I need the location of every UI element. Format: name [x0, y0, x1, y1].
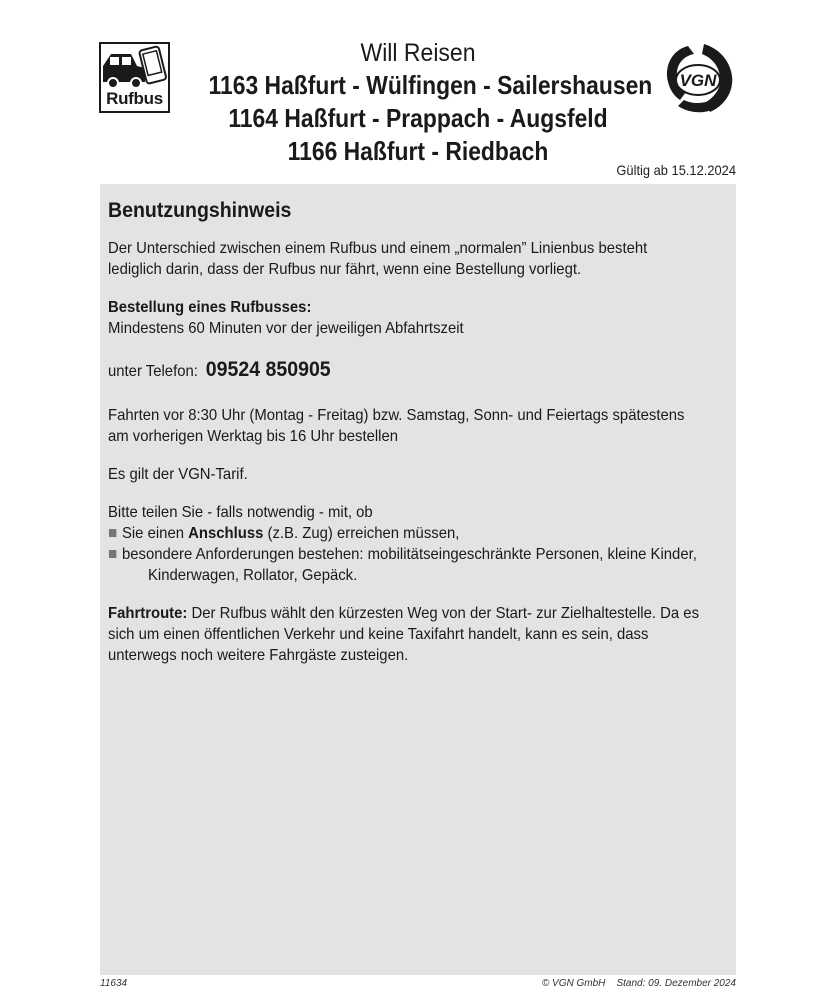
bullet1-pre: Sie einen: [121, 525, 189, 542]
bullet2-line2: Kinderwagen, Rollator, Gepäck.: [147, 567, 358, 584]
notify-intro: Bitte teilen Sie - falls notwendig - mit, ob: [108, 504, 373, 521]
bullet-square-icon: [109, 529, 116, 537]
route-text: Der Rufbus wählt den kürzesten Weg von der Start- zur Zielhaltestelle. Da es sich um einen öffentlichen Verkehr und keine Taxifahrt handelt, kann es sein, dass unterwegs noch weitere Fahrgäste zusteigen.: [108, 605, 700, 664]
bullet1-bold: Anschluss: [188, 525, 264, 542]
valid-from: Gültig ab 15.12.2024: [616, 162, 736, 178]
rufbus-label: Rufbus: [106, 89, 163, 108]
vgn-emblem-icon: [660, 40, 736, 116]
copyright-stand: © VGN GmbH Stand: 09. Dezember 2024: [541, 978, 736, 989]
phone-line: [108, 356, 703, 386]
bullet-square-icon: [109, 550, 116, 558]
list-item: [108, 523, 703, 544]
vgn-logo-text: VGN: [679, 71, 717, 90]
timetable-header: [180, 38, 656, 168]
early-trips-text: Fahrten vor 8:30 Uhr (Montag - Freitag) bzw. Samstag, Sonn- und Feiertags spätestens am vorherigen Werktag bis 16 Uhr bestellen: [108, 407, 685, 445]
route-line-1163: 1163 Haßfurt - Wülfingen - Sailershausen: [208, 70, 653, 100]
bullet2-line1: besondere Anforderungen bestehen: mobilitätseingeschränkte Personen, kleine Kinder,: [121, 546, 697, 563]
bullet1-post: (z.B. Zug) erreichen müssen,: [263, 525, 460, 542]
rufbus-logo: [99, 42, 170, 113]
order-title: Bestellung eines Rufbusses:: [108, 299, 312, 316]
order-text: Mindestens 60 Minuten vor der jeweiligen Abfahrtszeit: [108, 320, 464, 337]
intro-text: Der Unterschied zwischen einem Rufbus und einem „normalen” Linienbus besteht lediglich darin, dass der Rufbus nur fährt, wenn eine Bestellung vorliegt.: [108, 240, 648, 278]
list-item: [108, 544, 703, 586]
operator-name: Will Reisen: [360, 39, 476, 67]
route-label: Fahrtroute:: [108, 605, 188, 622]
vgn-logo: [660, 40, 736, 116]
order-block: [108, 297, 703, 339]
route-line-1164: 1164 Haßfurt - Prappach - Augsfeld: [228, 103, 608, 133]
document-code: 11634: [100, 978, 128, 989]
route-line-1166: 1166 Haßfurt - Riedbach: [287, 136, 549, 166]
section-heading: Benutzungshinweis: [108, 199, 292, 222]
usage-notes: [108, 200, 748, 683]
tariff-text: Es gilt der VGN-Tarif.: [108, 466, 248, 483]
notify-list: [108, 523, 703, 586]
route-info: [108, 603, 703, 666]
phone-number: 09524 850905: [205, 358, 331, 381]
phone-label: unter Telefon:: [108, 363, 198, 380]
car-phone-icon: [101, 44, 168, 92]
